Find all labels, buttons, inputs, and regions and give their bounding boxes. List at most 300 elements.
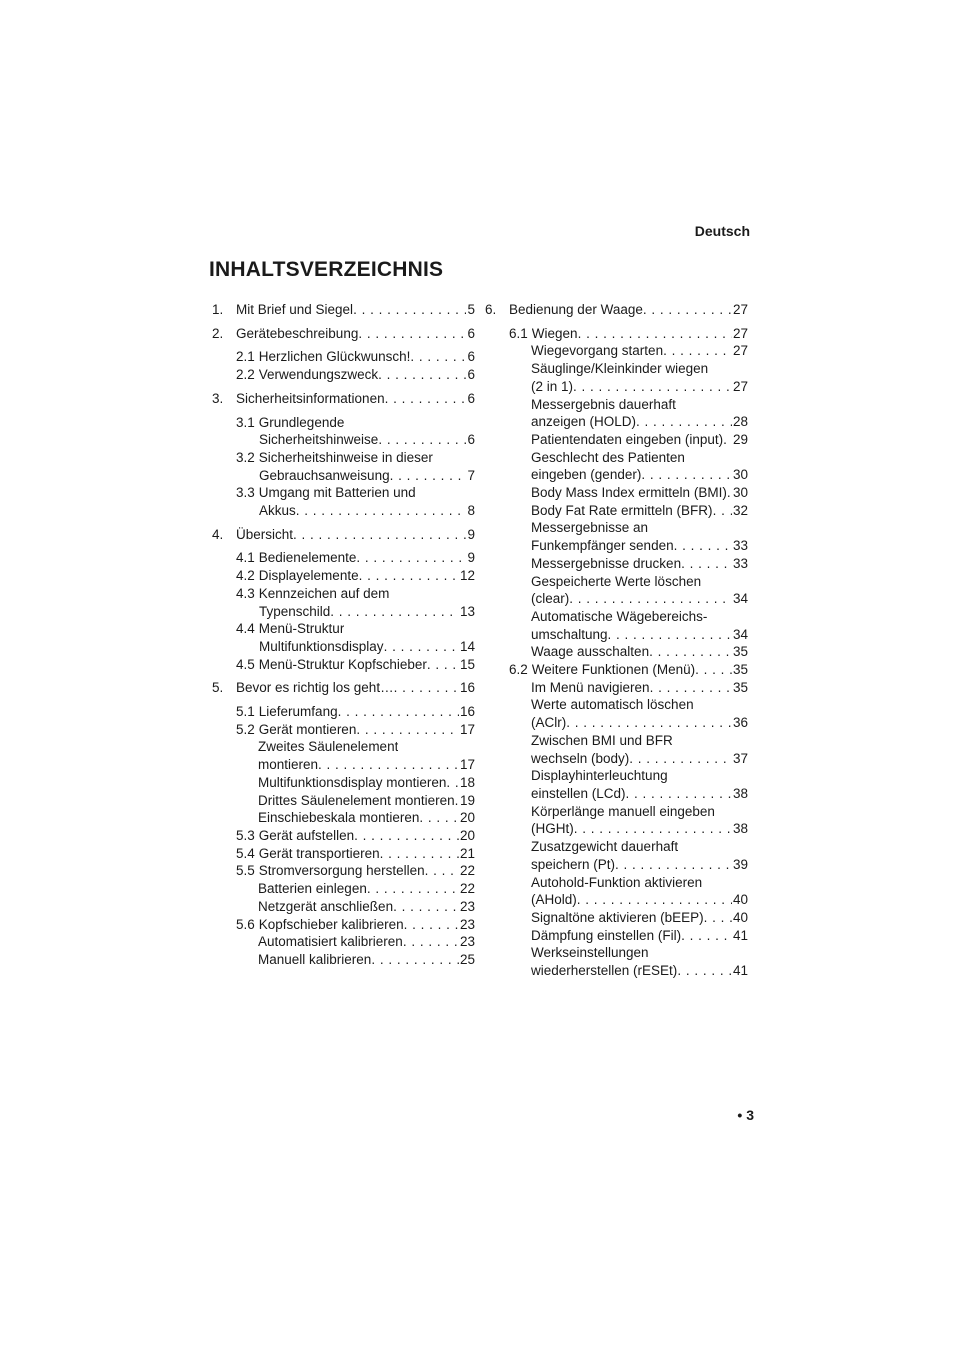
toc-leader-dots xyxy=(566,714,732,732)
toc-entry xyxy=(485,502,748,520)
toc-entry-page: 33 xyxy=(732,555,748,571)
toc-leader-dots xyxy=(695,661,732,679)
toc-entry-page: 38 xyxy=(732,785,748,801)
toc-entry-first-line xyxy=(236,414,475,432)
toc-entry-page: 15 xyxy=(459,656,475,672)
toc-entry xyxy=(485,803,748,838)
toc-entry-number: 4.3 xyxy=(236,585,255,601)
toc-leader-dots xyxy=(425,862,459,880)
toc-entry-last-line xyxy=(531,714,748,732)
toc-leader-dots xyxy=(681,555,732,573)
toc-leader-dots xyxy=(378,366,466,384)
toc-entry-title: Herzlichen Glückwunsch! xyxy=(258,349,411,365)
toc-entry-title-line: Werte automatisch löschen xyxy=(531,697,694,713)
toc-entry-title: Batterien einlegen xyxy=(258,881,367,897)
toc-entry-title: Lieferumfang xyxy=(258,704,338,720)
toc-entry xyxy=(212,390,475,408)
toc-entry-line xyxy=(258,880,475,898)
toc-entry-page: 22 xyxy=(459,881,475,897)
toc-entry-page: 6 xyxy=(467,432,475,448)
toc-entry xyxy=(485,573,748,608)
toc-entry xyxy=(212,827,475,845)
toc-entry-title: (HGHt) xyxy=(531,821,574,837)
toc-entry-title: Bedienung der Waage xyxy=(509,302,643,317)
toc-entry-page: 27 xyxy=(732,325,748,341)
toc-entry-number: 3.1 xyxy=(236,414,255,430)
toc-entry-first-line xyxy=(258,738,475,756)
toc-entry xyxy=(212,656,475,674)
toc-leader-dots xyxy=(385,390,467,408)
toc-entry-title: (clear) xyxy=(531,591,570,607)
toc-entry-first-line xyxy=(531,449,748,467)
toc-entry-page: 7 xyxy=(467,467,475,483)
toc-leader-dots xyxy=(410,348,466,366)
toc-entry-page: 41 xyxy=(732,963,748,979)
toc-entry-number: 5.5 xyxy=(236,863,255,879)
toc-leader-dots xyxy=(578,325,732,343)
toc-entry-title-line: Grundlegende xyxy=(258,414,345,430)
toc-entry xyxy=(212,916,475,934)
toc-entry xyxy=(485,360,748,395)
toc-entry xyxy=(485,396,748,431)
toc-entry-first-line xyxy=(531,396,748,414)
toc-entry-title: (AHold) xyxy=(531,892,577,908)
toc-entry-title: Displayelemente xyxy=(258,568,359,584)
toc-entry-line xyxy=(236,656,475,674)
toc-entry-page: 27 xyxy=(732,343,748,359)
toc-entry-last-line xyxy=(531,750,748,768)
toc-entry-line xyxy=(236,703,475,721)
toc-leader-dots xyxy=(649,643,732,661)
toc-entry-number: 4. xyxy=(212,526,224,542)
toc-entry-number: 6. xyxy=(485,302,497,317)
toc-entry-title-line: Zwischen BMI und BFR xyxy=(531,732,673,748)
toc-entry xyxy=(212,348,475,366)
toc-entry xyxy=(212,549,475,567)
toc-entry xyxy=(212,792,475,810)
toc-entry-title-line: Messergebnis dauerhaft xyxy=(531,396,676,412)
toc-entry xyxy=(212,414,475,449)
toc-entry-line xyxy=(258,774,475,792)
toc-entry-title: Automatisiert kalibrieren xyxy=(258,934,403,950)
toc-leader-dots xyxy=(359,567,459,585)
toc-entry-page: 27 xyxy=(732,378,748,394)
toc-entry-number: 3.3 xyxy=(236,485,255,501)
toc-entry-line xyxy=(236,827,475,845)
toc-entry-last-line xyxy=(236,603,475,621)
toc-leader-dots xyxy=(371,951,459,969)
toc-entry-page: 27 xyxy=(732,302,748,317)
toc-entry xyxy=(212,325,475,343)
toc-entry-number: 3.2 xyxy=(236,449,255,465)
toc-entry-first-line xyxy=(531,874,748,892)
toc-entry-title-line: Kennzeichen auf dem xyxy=(258,585,390,601)
toc-entry xyxy=(485,838,748,873)
toc-entry-line xyxy=(531,643,748,661)
toc-entry-title: eingeben (gender) xyxy=(531,467,642,483)
toc-leader-dots xyxy=(650,679,732,697)
toc-entry-title: Drittes Säulenelement montieren xyxy=(258,792,455,808)
toc-entry-last-line xyxy=(531,785,748,803)
toc-entry-line xyxy=(531,484,748,502)
toc-entry-last-line xyxy=(531,820,748,838)
toc-entry-last-line xyxy=(531,962,748,980)
toc-entry-number: 2.1 xyxy=(236,349,255,365)
toc-entry-title: Multifunktionsdisplay montieren xyxy=(258,774,447,790)
toc-leader-dots xyxy=(615,856,732,874)
toc-entry-page: 9 xyxy=(467,550,475,566)
toc-leader-dots xyxy=(446,774,459,792)
toc-entry-first-line xyxy=(236,585,475,603)
toc-entry-page: 13 xyxy=(459,603,475,619)
toc-entry-title-line: Umgang mit Batterien und xyxy=(258,485,416,501)
toc-entry-line xyxy=(509,325,748,343)
toc-entry xyxy=(212,951,475,969)
toc-entry-page: 28 xyxy=(732,414,748,430)
toc-entry-title: Verwendungszweck xyxy=(258,367,379,383)
toc-leader-dots xyxy=(358,325,466,343)
toc-entry-title: Gebrauchsanweisung xyxy=(259,467,390,483)
toc-leader-dots xyxy=(318,756,459,774)
toc-entry-title: Signaltöne aktivieren (bEEP) xyxy=(531,909,704,925)
toc-entry-page: 35 xyxy=(732,662,748,678)
toc-leader-dots xyxy=(629,750,732,768)
toc-entry-line xyxy=(236,862,475,880)
toc-entry-title: Wiegevorgang starten xyxy=(531,343,664,359)
toc-entry xyxy=(485,449,748,484)
toc-entry-first-line xyxy=(236,484,475,502)
toc-entry-line xyxy=(236,567,475,585)
toc-entry-line xyxy=(212,390,475,408)
toc-entry xyxy=(212,567,475,585)
toc-entry xyxy=(485,679,748,697)
toc-entry-number: 6.2 xyxy=(509,662,528,678)
toc-entry-page: 16 xyxy=(459,704,475,720)
toc-entry-number: 1. xyxy=(212,302,224,317)
toc-entry-title: montieren xyxy=(258,757,319,773)
toc-entry-last-line xyxy=(236,467,475,485)
toc-entry-last-line xyxy=(531,413,748,431)
toc-entry-number: 4.2 xyxy=(236,568,255,584)
toc-entry-title: Stromversorgung herstellen xyxy=(258,863,425,879)
toc-entry-line xyxy=(485,301,748,319)
toc-entry-title: Gerät aufstellen xyxy=(258,827,355,843)
toc-entry-last-line xyxy=(531,537,748,555)
toc-entry-first-line xyxy=(531,838,748,856)
toc-entry-line xyxy=(258,809,475,827)
toc-entry-page: 6 xyxy=(467,325,475,341)
toc-entry-page: 6 xyxy=(467,349,475,365)
toc-entry-title: Mit Brief und Siegel xyxy=(236,302,354,317)
toc-entry-title: Kopfschieber kalibrieren xyxy=(258,916,404,932)
toc-leader-dots xyxy=(378,431,466,449)
toc-entry-last-line xyxy=(531,378,748,396)
toc-entry-line xyxy=(212,679,475,697)
toc-entry-page: 38 xyxy=(732,821,748,837)
toc-entry-title: wiederherstellen (rESEt) xyxy=(531,963,678,979)
toc-entry-first-line xyxy=(531,608,748,626)
toc-entry-line xyxy=(531,909,748,927)
toc-leader-dots xyxy=(353,301,466,319)
toc-entry-first-line xyxy=(236,620,475,638)
toc-entry xyxy=(485,927,748,945)
toc-entry-title: anzeigen (HOLD) xyxy=(531,414,637,430)
toc-entry xyxy=(485,484,748,502)
toc-entry-title-line: Sicherheitshinweise in dieser xyxy=(258,449,433,465)
toc-entry-title: Wiegen xyxy=(531,325,578,341)
toc-leader-dots xyxy=(393,898,459,916)
toc-entry-page: 35 xyxy=(732,679,748,695)
toc-leader-dots xyxy=(404,916,459,934)
toc-entry-title: Bevor es richtig los geht… xyxy=(236,680,394,696)
toc-entry-last-line xyxy=(531,466,748,484)
toc-entry-title-line: Werkseinstellungen xyxy=(531,945,649,961)
toc-entry-title: Patientendaten eingeben (input) xyxy=(531,431,724,447)
toc-entry-line xyxy=(258,933,475,951)
toc-entry xyxy=(212,301,475,319)
toc-leader-dots xyxy=(643,301,732,319)
toc-entry-page: 40 xyxy=(732,892,748,908)
toc-leader-dots xyxy=(380,845,459,863)
toc-entry-title: Übersicht xyxy=(236,526,294,542)
toc-leader-dots xyxy=(663,342,732,360)
toc-entry-title: Sicherheitshinweise xyxy=(259,432,379,448)
toc-leader-dots xyxy=(293,526,466,544)
toc-entry-page: 23 xyxy=(459,934,475,950)
toc-entry xyxy=(485,874,748,909)
toc-entry-line xyxy=(236,366,475,384)
toc-entry-page: 40 xyxy=(732,909,748,925)
toc-entry xyxy=(212,679,475,697)
toc-entry-title: einstellen (LCd) xyxy=(531,785,626,801)
toc-entry-page: 18 xyxy=(459,774,475,790)
toc-leader-dots xyxy=(713,502,732,520)
toc-entry-page: 5 xyxy=(467,302,475,317)
toc-entry-line xyxy=(531,431,748,449)
toc-entry xyxy=(485,732,748,767)
toc-entry xyxy=(212,898,475,916)
toc-entry-title-line: Automatische Wägebereichs- xyxy=(531,608,708,624)
toc-leader-dots xyxy=(723,431,732,449)
toc-entry-title-line: Autohold-Funktion aktivieren xyxy=(531,874,703,890)
toc-entry-number: 2. xyxy=(212,325,224,341)
toc-entry-title: Dämpfung einstellen (Fil) xyxy=(531,927,682,943)
toc-entry-page: 33 xyxy=(732,538,748,554)
toc-entry xyxy=(212,526,475,544)
toc-entry-title: Multifunktionsdisplay xyxy=(259,638,384,654)
toc-entry-line xyxy=(236,845,475,863)
toc-leader-dots xyxy=(704,909,732,927)
toc-leader-dots xyxy=(384,638,459,656)
toc-entry xyxy=(485,944,748,979)
toc-leader-dots xyxy=(573,378,732,396)
toc-leader-dots xyxy=(394,679,459,697)
toc-entry-first-line xyxy=(531,803,748,821)
toc-entry-title: Funkempfänger senden xyxy=(531,538,674,554)
toc-entry-title-line: Geschlecht des Patienten xyxy=(531,449,685,465)
toc-entry-title: Manuell kalibrieren xyxy=(258,951,372,967)
toc-column-left xyxy=(212,301,475,969)
toc-leader-dots xyxy=(574,820,732,838)
toc-entry-first-line xyxy=(531,696,748,714)
toc-entry xyxy=(212,845,475,863)
toc-leader-dots xyxy=(356,721,459,739)
toc-entry-page: 19 xyxy=(459,792,475,808)
toc-leader-dots xyxy=(677,962,732,980)
toc-entry-last-line xyxy=(531,856,748,874)
toc-entry-line xyxy=(236,916,475,934)
toc-entry-page: 12 xyxy=(459,568,475,584)
toc-entry-title: Akkus xyxy=(259,503,296,519)
toc-entry-title: Einschiebeskala montieren xyxy=(258,810,420,826)
toc-leader-dots xyxy=(338,703,459,721)
toc-entry xyxy=(212,774,475,792)
toc-entry-title-line: Gespeicherte Werte löschen xyxy=(531,573,702,589)
toc-entry xyxy=(485,909,748,927)
toc-entry-number: 4.4 xyxy=(236,621,255,637)
toc-entry xyxy=(485,519,748,554)
toc-entry-line xyxy=(531,927,748,945)
toc-leader-dots xyxy=(569,590,732,608)
toc-leader-dots xyxy=(427,656,459,674)
toc-entry-title: wechseln (body) xyxy=(531,750,630,766)
toc-entry-first-line xyxy=(531,732,748,750)
toc-entry-page: 17 xyxy=(459,721,475,737)
toc-leader-dots xyxy=(356,549,466,567)
toc-entry-title: Menü-Struktur Kopfschieber xyxy=(258,656,427,672)
toc-entry-last-line xyxy=(236,638,475,656)
toc-entry xyxy=(485,696,748,731)
toc-entry-page: 30 xyxy=(732,467,748,483)
toc-entry-line xyxy=(531,342,748,360)
toc-entry-last-line xyxy=(258,756,475,774)
toc-leader-dots xyxy=(419,809,459,827)
toc-entry-line xyxy=(212,301,475,319)
toc-entry-title-line: Menü-Struktur xyxy=(258,621,345,637)
page-title: INHALTSVERZEICHNIS xyxy=(209,258,444,281)
toc-entry-page: 6 xyxy=(467,367,475,383)
toc-entry-page: 37 xyxy=(732,750,748,766)
toc-entry-title: Bedienelemente xyxy=(258,550,357,566)
toc-column-right xyxy=(485,301,748,980)
toc-entry-title: (AClr) xyxy=(531,715,567,731)
toc-entry xyxy=(485,608,748,643)
toc-entry-page: 20 xyxy=(459,827,475,843)
toc-entry-page: 16 xyxy=(459,680,475,696)
toc-entry-title-line: Messergebnisse an xyxy=(531,520,649,536)
toc-entry-first-line xyxy=(531,944,748,962)
toc-entry-page: 32 xyxy=(732,502,748,518)
toc-entry xyxy=(485,555,748,573)
toc-entry-title: (2 in 1) xyxy=(531,378,574,394)
toc-entry-page: 14 xyxy=(459,638,475,654)
toc-entry-number: 6.1 xyxy=(509,325,528,341)
toc-leader-dots xyxy=(641,466,732,484)
toc-entry xyxy=(212,738,475,773)
toc-entry-first-line xyxy=(531,360,748,378)
toc-entry-page: 21 xyxy=(459,845,475,861)
toc-entry-title: Waage ausschalten xyxy=(531,644,650,660)
toc-entry-title: umschaltung xyxy=(531,626,608,642)
toc-entry-title-line: Zweites Säulenelement xyxy=(258,739,399,755)
toc-entry xyxy=(485,301,748,319)
toc-entry-title-line: Displayhinterleuchtung xyxy=(531,768,668,784)
toc-entry-number: 5.4 xyxy=(236,845,255,861)
toc-entry-last-line xyxy=(236,502,475,520)
toc-entry-title: Gerätebeschreibung xyxy=(236,325,359,341)
toc-leader-dots xyxy=(626,785,732,803)
toc-entry-page: 35 xyxy=(732,644,748,660)
toc-leader-dots xyxy=(608,626,732,644)
toc-entry-first-line xyxy=(531,767,748,785)
toc-entry-page: 6 xyxy=(467,390,475,406)
toc-entry-title: speichern (Pt) xyxy=(531,856,616,872)
toc-entry xyxy=(212,585,475,620)
toc-entry xyxy=(212,862,475,880)
toc-entry-page: 9 xyxy=(467,526,475,542)
toc-entry-page: 34 xyxy=(732,626,748,642)
toc-entry-line xyxy=(531,679,748,697)
toc-entry-first-line xyxy=(531,573,748,591)
toc-entry-line xyxy=(236,348,475,366)
toc-entry xyxy=(485,767,748,802)
toc-entry-line xyxy=(258,898,475,916)
toc-entry-page: 22 xyxy=(459,863,475,879)
toc-entry-page: 39 xyxy=(732,856,748,872)
toc-entry-page: 17 xyxy=(459,757,475,773)
toc-entry-title: Messergebnisse drucken xyxy=(531,555,682,571)
page-number: • 3 xyxy=(737,1107,754,1123)
toc-entry xyxy=(485,325,748,343)
toc-entry-title-line: Säuglinge/Kleinkinder wiegen xyxy=(531,361,709,377)
toc-entry xyxy=(485,431,748,449)
toc-entry-line xyxy=(531,502,748,520)
toc-entry-number: 5.2 xyxy=(236,721,255,737)
toc-entry-number: 3. xyxy=(212,390,224,406)
toc-entry-line xyxy=(212,526,475,544)
toc-entry xyxy=(212,809,475,827)
toc-entry-number: 2.2 xyxy=(236,367,255,383)
toc-leader-dots xyxy=(636,413,732,431)
toc-entry xyxy=(212,933,475,951)
toc-entry-first-line xyxy=(236,449,475,467)
toc-entry-title-line: Zusatzgewicht dauerhaft xyxy=(531,839,679,855)
toc-entry-title: Body Fat Rate ermitteln (BFR) xyxy=(531,502,713,518)
toc-entry xyxy=(212,484,475,519)
toc-entry-page: 23 xyxy=(459,898,475,914)
toc-entry-page: 23 xyxy=(459,916,475,932)
toc-entry-last-line xyxy=(531,626,748,644)
toc-entry-title: Typenschild xyxy=(259,603,331,619)
toc-entry-title-line: Körperlänge manuell eingeben xyxy=(531,803,715,819)
toc-entry-page: 20 xyxy=(459,810,475,826)
toc-leader-dots xyxy=(390,467,467,485)
toc-leader-dots xyxy=(681,927,732,945)
toc-entry-page: 30 xyxy=(732,485,748,501)
toc-entry-number: 4.1 xyxy=(236,550,255,566)
toc-leader-dots xyxy=(367,880,459,898)
toc-entry-number: 5.6 xyxy=(236,916,255,932)
toc-entry-title: Weitere Funktionen (Menü) xyxy=(531,662,696,678)
toc-entry xyxy=(485,661,748,679)
toc-leader-dots xyxy=(403,933,459,951)
toc-entry-page: 8 xyxy=(467,503,475,519)
toc-entry xyxy=(212,721,475,739)
toc-entry-line xyxy=(531,555,748,573)
toc-entry-title: Netzgerät anschließen xyxy=(258,898,394,914)
toc-entry-last-line xyxy=(531,590,748,608)
toc-entry-last-line xyxy=(531,891,748,909)
